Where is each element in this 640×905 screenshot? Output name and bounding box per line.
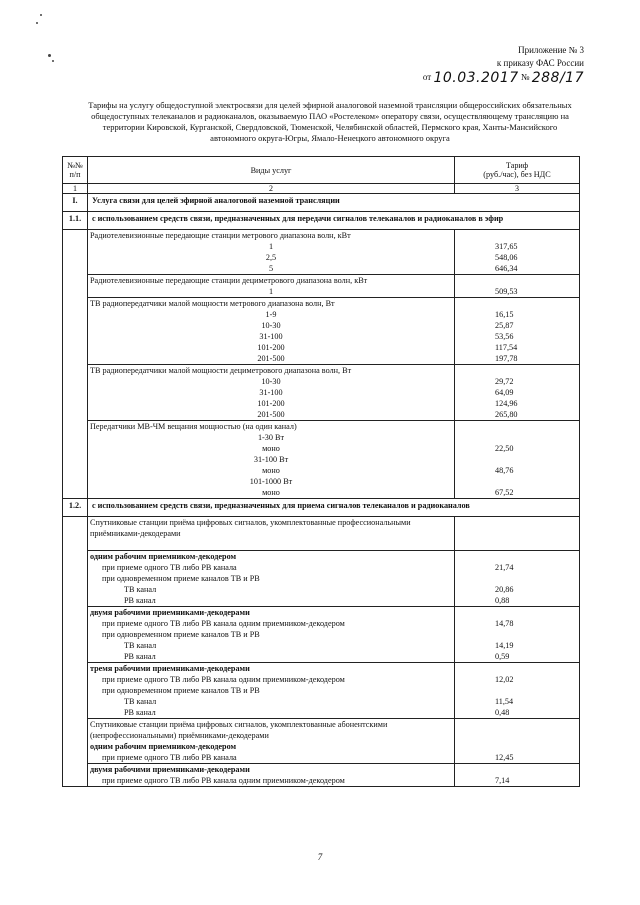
service-label: РВ канал [124, 596, 156, 605]
service-label: Радиотелевизионные передающие станции дециметрового диапазона волн, кВт [90, 276, 368, 285]
service-label: 10-30 [261, 321, 281, 330]
appendix-block [423, 44, 584, 84]
service-label: при приеме одного ТВ либо РВ канала [102, 753, 237, 762]
subsection-row [63, 212, 580, 230]
tariff-value: 124,96 [495, 399, 518, 408]
row-group [88, 763, 579, 786]
tariff-value [455, 551, 579, 562]
scan-speck [36, 22, 38, 24]
row-group [88, 662, 579, 718]
service-label: 1 [268, 287, 274, 296]
tariff-value [455, 539, 579, 550]
service-cell [88, 607, 455, 662]
rate-list [88, 230, 579, 498]
appendix-label: Приложение № 3 [518, 45, 584, 55]
section-title: Услуга связи для целей эфирной аналоговой наземной трансляции [88, 194, 580, 212]
tariff-value: 11,54 [495, 697, 514, 706]
tariff-cell [455, 517, 579, 550]
row-group [88, 364, 579, 420]
service-label: моно [262, 444, 280, 453]
row-group [88, 230, 579, 274]
header-service-cell: Виды услуг [88, 157, 455, 184]
tariff-value: 117,54 [495, 343, 518, 352]
tariff-value: 64,09 [495, 388, 514, 397]
header-tariff-a: Тариф [505, 161, 529, 170]
service-label: 1-30 Вт [257, 433, 285, 442]
title-line: автономного округа-Югры, Ямало-Ненецкого автономного округа [210, 133, 450, 143]
service-cell [88, 275, 455, 297]
tariff-value: 197,78 [495, 354, 518, 363]
service-label: Спутниковые станции приёма цифровых сигналов, укомплектованные профессиональными [90, 518, 411, 527]
tariff-value [455, 365, 579, 376]
service-label: двумя рабочими приемниками-декодерами [90, 608, 250, 617]
tariff-value [455, 730, 579, 741]
tariff-cell [455, 607, 579, 662]
tariff-value: 548,06 [495, 253, 518, 262]
tariff-value: 16,15 [495, 310, 514, 319]
subsection-row [63, 499, 580, 517]
service-cell [88, 230, 455, 274]
service-label: ТВ канал [124, 641, 157, 650]
tariff-cell [455, 298, 579, 364]
service-label: ТВ канал [124, 585, 157, 594]
subsection-body [88, 230, 580, 499]
service-label: Передатчики МВ-ЧМ вещания мощностью (на один канал) [90, 422, 297, 431]
tariff-value: 48,76 [495, 466, 514, 475]
service-label: при приеме одного ТВ либо РВ канала одним приемником-декодером [102, 619, 345, 628]
service-label: 201-500 [257, 354, 285, 363]
row-group [88, 517, 579, 550]
service-label: моно [262, 466, 280, 475]
tariff-value: 25,87 [495, 321, 514, 330]
service-label: 31-100 [259, 332, 283, 341]
service-label: одним рабочим приемником-декодером [90, 552, 237, 561]
tariff-value: 265,80 [495, 410, 518, 419]
service-cell [88, 663, 455, 718]
service-cell [88, 719, 455, 763]
service-label: при одновременном приеме каналов ТВ и РВ [102, 686, 260, 695]
service-label: при приеме одного ТВ либо РВ канала одним приемником-декодером [102, 675, 345, 684]
tariff-value [455, 432, 579, 443]
service-cell [88, 298, 455, 364]
service-cell [88, 365, 455, 420]
tariff-cell [455, 663, 579, 718]
row-group [88, 420, 579, 498]
title-line: общедоступных телеканалов и радиоканалов, оказываемую ПАО «Ростелеком» оператору связи, осуществляющему трансляцию на [91, 111, 569, 121]
tariff-cell [455, 365, 579, 420]
number-label: № [520, 72, 530, 82]
header-num-cell [63, 157, 88, 184]
column-number-row [63, 184, 580, 194]
tariff-value [455, 421, 579, 432]
row-group [88, 550, 579, 606]
header-num-a: №№ [67, 161, 83, 170]
subsection-body-row [63, 517, 580, 787]
tariff-value [455, 230, 579, 241]
service-label: моно [262, 488, 280, 497]
service-label: тремя рабочими приемниками-декодерами [90, 664, 250, 673]
service-label: Радиотелевизионные передающие станции метрового диапазона волн, кВт [90, 231, 351, 240]
tariff-value: 14,78 [495, 619, 514, 628]
tariff-cell [455, 764, 579, 786]
subsection-body-row [63, 230, 580, 499]
column-number: 2 [88, 184, 455, 194]
service-label: 101-200 [257, 343, 285, 352]
order-reference: к приказу ФАС России [496, 58, 584, 68]
tariff-value [455, 764, 579, 775]
scan-speck [48, 54, 51, 57]
service-cell [88, 421, 455, 498]
service-label: одним рабочим приемником-декодером [90, 742, 237, 751]
service-label: двумя рабочими приемниками-декодерами [90, 765, 250, 774]
column-number: 1 [63, 184, 88, 194]
tariff-value: 14,19 [495, 641, 514, 650]
service-label: 31-100 [259, 388, 283, 397]
service-label: при приеме одного ТВ либо РВ канала одним приемником-декодером [102, 776, 345, 785]
document-title [70, 100, 590, 144]
tariff-value [455, 454, 579, 465]
title-line: Тарифы на услугу общедоступной электросвязи для целей эфирной аналоговой наземной трансляции общероссийских обязательных [88, 100, 572, 110]
service-cell [88, 764, 455, 786]
header-tariff-b: (руб./час), без НДС [483, 170, 551, 179]
tariff-cell [455, 230, 579, 274]
service-label: 1-9 [265, 310, 277, 319]
tariff-value: 67,52 [495, 488, 514, 497]
tariff-value [455, 573, 579, 584]
service-label: РВ канал [124, 708, 156, 717]
scan-speck [52, 60, 54, 62]
tariff-value [455, 298, 579, 309]
tariff-cell [455, 275, 579, 297]
tariff-value: 21,74 [495, 563, 514, 572]
service-label: 10-30 [261, 377, 281, 386]
tariff-value: 0,59 [495, 652, 510, 661]
subsection-title: с использованием средств связи, предназначенных для передачи сигналов телеканалов и радиоканалов в эфир [88, 212, 580, 230]
row-group [88, 606, 579, 662]
service-label: 201-500 [257, 410, 285, 419]
service-label: приёмниками-декодерами [90, 529, 181, 538]
service-label: (непрофессиональными) приёмниками-декодерами [90, 731, 269, 740]
service-label: ТВ радиопередатчики малой мощности метрового диапазона волн, Вт [90, 299, 335, 308]
service-label: РВ канал [124, 652, 156, 661]
tariff-value: 7,14 [495, 776, 510, 785]
order-date-line [423, 70, 584, 84]
tariff-cell [455, 421, 579, 498]
service-label: ТВ канал [124, 697, 157, 706]
subsection-num-spacer [63, 517, 88, 787]
header-tariff-cell [455, 157, 580, 184]
service-label: 101-1000 Вт [249, 477, 293, 486]
tariff-cell [455, 719, 579, 763]
tariff-value: 0,88 [495, 596, 510, 605]
table-header-row [63, 157, 580, 184]
service-label: 31-100 Вт [253, 455, 289, 464]
row-group [88, 718, 579, 763]
tariff-value: 12,02 [495, 675, 514, 684]
service-cell [88, 517, 455, 550]
tariff-value [455, 275, 579, 286]
tariff-value [455, 719, 579, 730]
tariff-value: 29,72 [495, 377, 514, 386]
service-label: ТВ радиопередатчики малой мощности дециметрового диапазона волн, Вт [90, 366, 352, 375]
tariff-value [455, 517, 579, 528]
tariff-value: 20,86 [495, 585, 514, 594]
column-number: 3 [455, 184, 580, 194]
subsection-number: 1.2. [63, 499, 88, 517]
tariff-value [455, 476, 579, 487]
page-number: 7 [317, 852, 323, 862]
service-label: при одновременном приеме каналов ТВ и РВ [102, 630, 260, 639]
subsection-title: с использованием средств связи, предназначенных для приема сигналов телеканалов и радиоканалов [88, 499, 580, 517]
tariff-value [455, 741, 579, 752]
service-label: при приеме одного ТВ либо РВ канала [102, 563, 237, 572]
row-group [88, 274, 579, 297]
tariff-value: 509,53 [495, 287, 518, 296]
service-label: 5 [268, 264, 274, 273]
tariff-value [455, 663, 579, 674]
tariff-value [455, 685, 579, 696]
handwritten-date: 10.03.2017 [433, 70, 519, 86]
service-label [88, 539, 454, 550]
tariff-table [62, 156, 580, 787]
tariff-cell [455, 551, 579, 606]
tariff-value [455, 528, 579, 539]
section-row [63, 194, 580, 212]
tariff-value: 646,34 [495, 264, 518, 273]
service-label: 2,5 [265, 253, 277, 262]
subsection-body [88, 517, 580, 787]
service-label: при одновременном приеме каналов ТВ и РВ [102, 574, 260, 583]
tariff-value: 12,45 [495, 753, 514, 762]
tariff-value: 53,56 [495, 332, 514, 341]
tariff-value [455, 629, 579, 640]
tariff-value: 0,48 [495, 708, 510, 717]
service-label: 1 [268, 242, 274, 251]
subsection-number: 1.1. [63, 212, 88, 230]
rate-list [88, 517, 579, 786]
service-label: 101-200 [257, 399, 285, 408]
header-num-b: п/п [69, 170, 81, 179]
scan-speck [40, 14, 42, 16]
service-cell [88, 551, 455, 606]
tariff-value: 317,65 [495, 242, 518, 251]
title-line: территории Кировской, Курганской, Свердловской, Тюменской, Челябинской областей, Пермского края, Ханты-Мансийского [102, 122, 558, 132]
handwritten-number: 288/17 [531, 70, 584, 86]
tariff-value [455, 607, 579, 618]
section-number: I. [63, 194, 88, 212]
tariff-value: 22,50 [495, 444, 514, 453]
row-group [88, 297, 579, 364]
date-prefix: от [422, 72, 432, 82]
service-label: Спутниковые станции приёма цифровых сигналов, укомплектованные абонентскими [90, 720, 388, 729]
subsection-num-spacer [63, 230, 88, 499]
